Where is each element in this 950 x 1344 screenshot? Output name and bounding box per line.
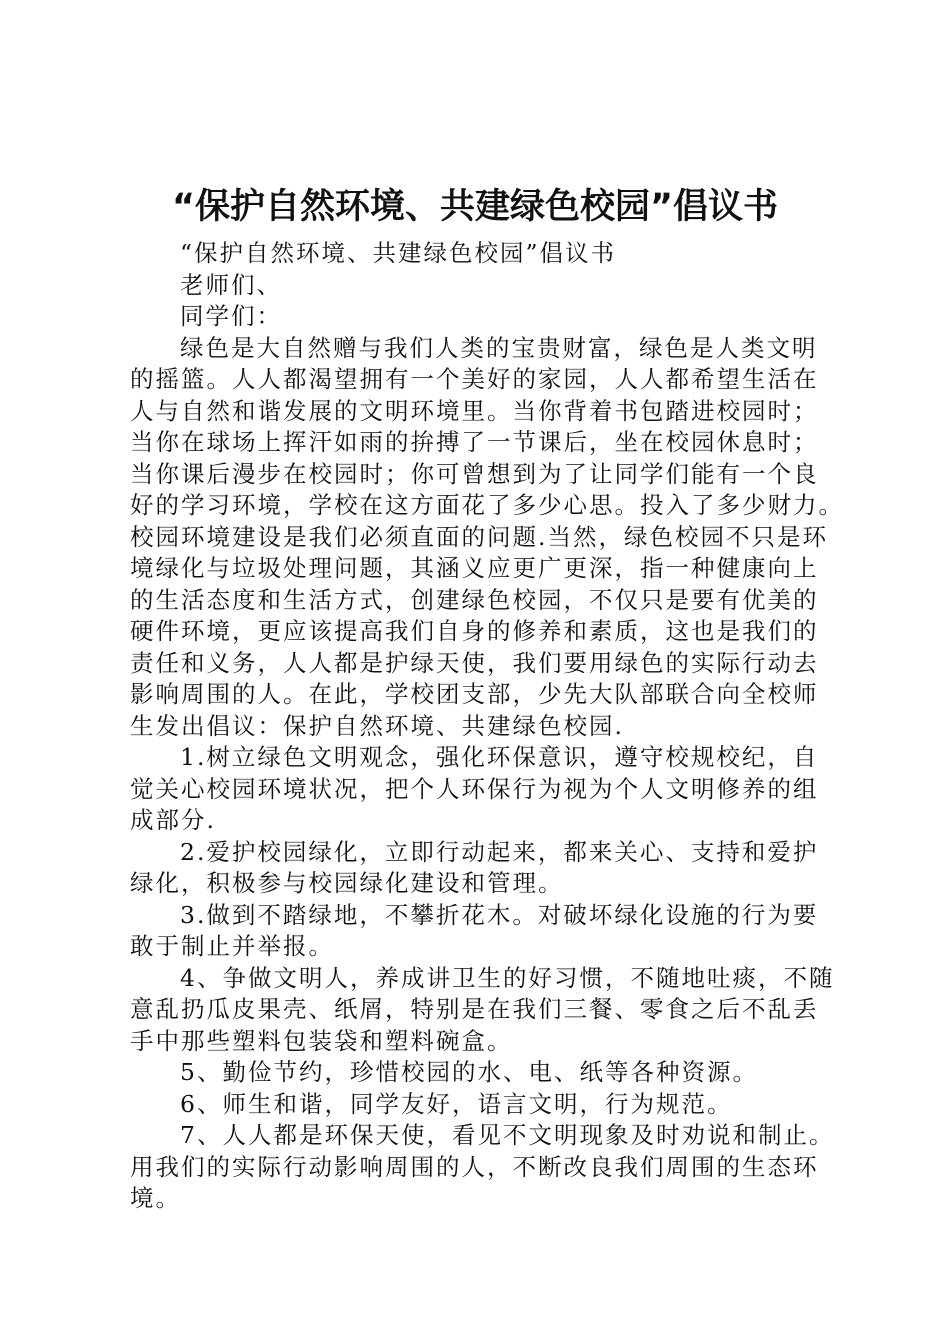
proposal-item-4-cont: 意乱扔瓜皮果壳、纸屑，特别是在我们三餐、零食之后不乱丢 [130, 995, 819, 1023]
salutation-teachers: 老师们、 [180, 270, 282, 299]
paragraph-line: 责任和义务，人人都是护绿天使，我们要用绿色的实际行动去 [130, 648, 819, 677]
paragraph-line: 当你在球场上挥汗如雨的拚搏了一节课后，坐在校园休息时； [130, 428, 819, 456]
paragraph-line: 人与自然和谐发展的文明环境里。当你背着书包踏进校园时； [130, 396, 819, 425]
closing-line: 用我们的实际行动影响周围的人，不断改良我们周围的生态环 [130, 1152, 819, 1181]
paragraph-line: 当你课后漫步在校园时；你可曾想到为了让同学们能有一个良 [130, 459, 819, 488]
proposal-item-4-cont: 手中那些塑料包装袋和塑料碗盒。 [130, 1026, 513, 1055]
closing-line: 境。 [130, 1184, 181, 1212]
salutation-students: 同学们： [180, 302, 282, 330]
proposal-item-5: 5、勤俭节约，珍惜校园的水、电、纸等各种资源。 [180, 1058, 758, 1086]
paragraph-line: 影响周围的人。在此，学校团支部，少先大队部联合向全校师 [130, 680, 819, 708]
proposal-item-3-cont: 敢于制止并举报。 [130, 932, 334, 960]
proposal-item-4: 4、争做文明人，养成讲卫生的好习惯，不随地吐痰，不随 [180, 963, 835, 992]
paragraph-line: 好的学习环境，学校在这方面花了多少心思。投入了多少财力。 [130, 491, 844, 519]
paragraph-line: 校园环境建设是我们必须直面的问题.当然，绿色校园不只是环 [130, 522, 828, 551]
proposal-item-7: 7、人人都是环保天使，看见不文明现象及时劝说和制止。 [180, 1121, 835, 1149]
paragraph-line: 的生活态度和生活方式，创建绿色校园，不仅只是要有优美的 [130, 585, 819, 614]
paragraph-line: 生发出倡议：保护自然环境、共建绿色校园. [130, 711, 624, 740]
proposal-item-6: 6、师生和谐，同学友好，语言文明，行为规范。 [180, 1089, 733, 1118]
paragraph-line: 的摇篮。人人都渴望拥有一个美好的家园，人人都希望生活在 [130, 365, 819, 393]
paragraph-line: 境绿化与垃圾处理问题，其涵义应更广更深，指一种健康向上 [130, 554, 819, 582]
proposal-item-3: 3.做到不踏绿地，不攀折花木。对破坏绿化设施的行为要 [180, 900, 819, 929]
proposal-item-1-cont: 觉关心校园环境状况，把个人环保行为视为个人文明修养的组 [130, 774, 819, 803]
subtitle-line: “保护自然环境、共建绿色校园”倡议书 [180, 239, 617, 267]
proposal-item-1: 1.树立绿色文明观念，强化环保意识，遵守校规校纪，自 [180, 743, 819, 771]
proposal-item-2-cont: 绿化，积极参与校园绿化建设和管理。 [130, 869, 564, 897]
document-title: “保护自然环境、共建绿色校园”倡议书 [171, 187, 778, 227]
paragraph-line: 绿色是大自然赠与我们人类的宝贵财富，绿色是人类文明 [180, 333, 818, 362]
proposal-item-1-cont: 成部分. [130, 806, 216, 834]
paragraph-line: 硬件环境，更应该提高我们自身的修养和素质，这也是我们的 [130, 617, 819, 645]
document-body [130, 238, 844, 1215]
proposal-item-2: 2.爱护校园绿化，立即行动起来，都来关心、支持和爱护 [180, 837, 819, 866]
